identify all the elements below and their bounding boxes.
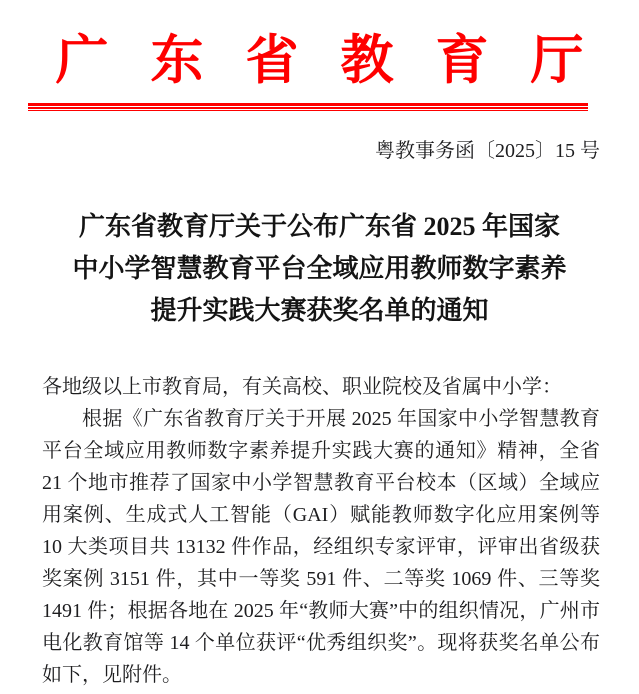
document-title-line-1: 广东省教育厅关于公布广东省 2025 年国家	[78, 212, 560, 241]
letterhead-agency-title: 广东省教育厅	[55, 32, 626, 90]
body-paragraph: 根据《广东省教育厅关于开展 2025 年国家中小学智慧教育平台全域应用教师数字素养提升实践大赛的通知》精神，全省 21 个地市推荐了国家中小学智慧教育平台校本（区域）全域应用案例、生成式人工智能（GAI）赋能教师数字化应用案例等 10 大类项目共 13132 件作品，经组织专家评审，评审出省级获奖案例 3151 件，其中一等奖 591 件、二等奖 1069 件、三等奖 1491 件；根据各地在 2025 年“教师大赛”中的组织情况，广州市电化教育馆等 14 个单位获评“优秀组织奖”。现将获奖名单公布如下，见附件。	[42, 408, 600, 686]
document-title	[20, 206, 619, 332]
letterhead	[0, 0, 639, 111]
document-title-line-3: 提升实践大赛获奖名单的通知	[150, 296, 489, 325]
letterhead-divider-rule	[28, 103, 588, 111]
document-title-line-2: 中小学智慧教育平台全域应用教师数字素养	[72, 254, 567, 283]
divider-stripe-thin	[28, 110, 588, 111]
salutation-line: 各地级以上市教育局，有关高校、职业院校及省属中小学：	[42, 376, 562, 398]
document-reference-number: 粤教事务函〔2025〕15 号	[375, 140, 600, 162]
document-body	[42, 371, 600, 691]
